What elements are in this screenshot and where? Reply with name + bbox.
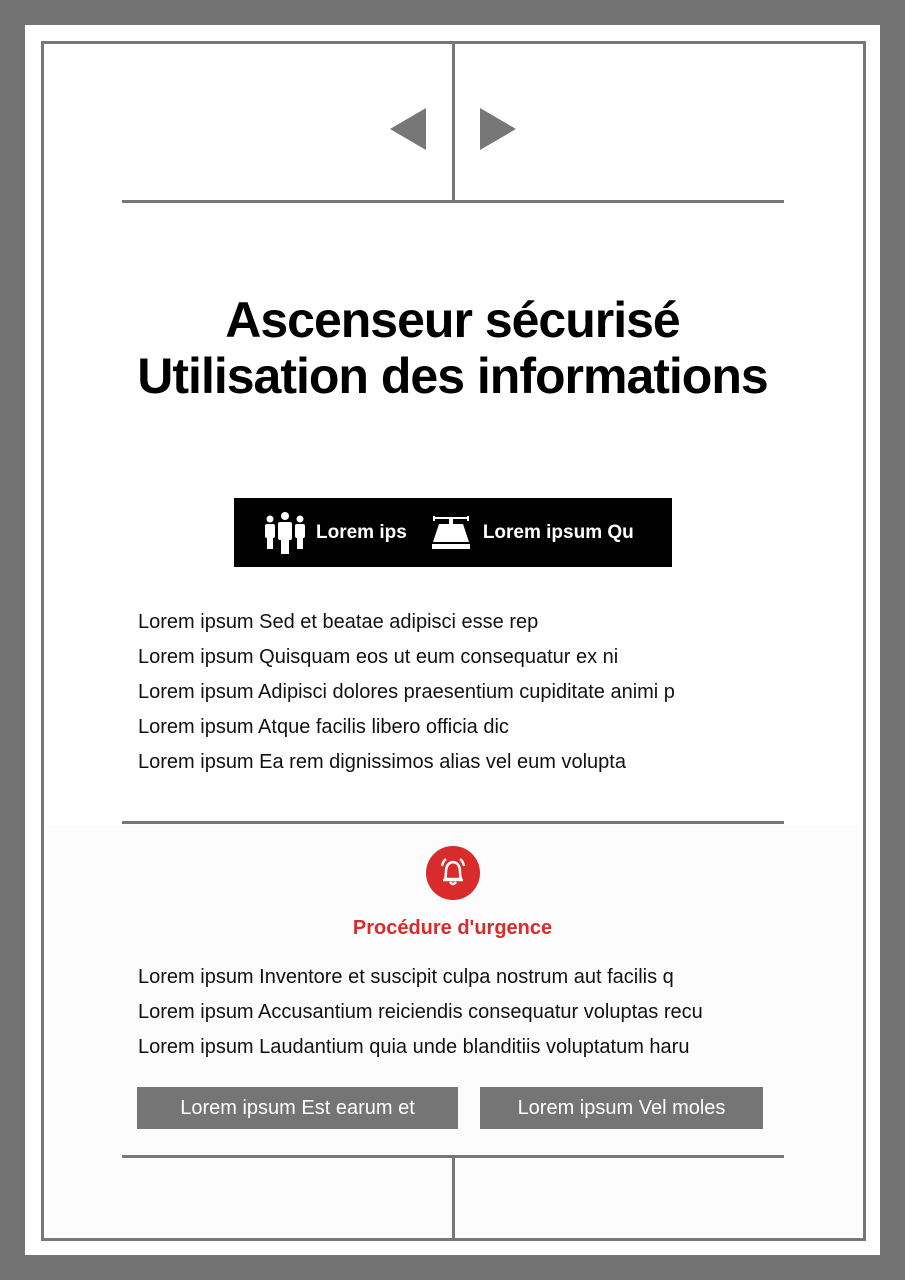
people-icon	[264, 511, 306, 555]
emergency-list	[138, 960, 703, 1065]
action-button-2[interactable]: Lorem ipsum Vel moles	[480, 1087, 763, 1129]
scale-icon	[431, 516, 471, 550]
info-line: Lorem ipsum Adipisci dolores praesentium cupiditate animi p	[138, 681, 675, 703]
action-button-1[interactable]: Lorem ipsum Est earum et	[137, 1087, 458, 1129]
emergency-line: Lorem ipsum Accusantium reiciendis consequatur voluptas recu	[138, 1001, 703, 1023]
emergency-line: Lorem ipsum Laudantium quia unde blanditiis voluptatum haru	[138, 1036, 690, 1058]
bell-icon	[426, 846, 480, 900]
info-list	[138, 605, 675, 780]
info-line: Lorem ipsum Quisquam eos ut eum consequatur ex ni	[138, 646, 619, 668]
info-bar-label-2: Lorem ipsum Qu	[482, 521, 634, 543]
middle-divider	[122, 821, 784, 824]
top-divider-vertical	[452, 41, 455, 201]
info-line: Lorem ipsum Ea rem dignissimos alias vel eum volupta	[138, 751, 626, 773]
emergency-line: Lorem ipsum Inventore et suscipit culpa nostrum aut facilis q	[138, 966, 674, 988]
next-arrow-icon[interactable]	[480, 108, 516, 150]
title-line-2: Utilisation des informations	[137, 348, 768, 404]
emergency-title: Procédure d'urgence	[352, 917, 553, 939]
top-divider	[122, 200, 784, 203]
prev-arrow-icon[interactable]	[390, 108, 426, 150]
info-line: Lorem ipsum Atque facilis libero officia dic	[138, 716, 509, 738]
page-title	[0, 292, 905, 404]
title-line-1: Ascenseur sécurisé	[225, 292, 680, 348]
info-line: Lorem ipsum Sed et beatae adipisci esse rep	[138, 611, 539, 633]
info-bar-label-1: Lorem ips	[316, 521, 407, 543]
bottom-divider-vertical	[452, 1155, 455, 1238]
info-bar	[234, 498, 672, 567]
